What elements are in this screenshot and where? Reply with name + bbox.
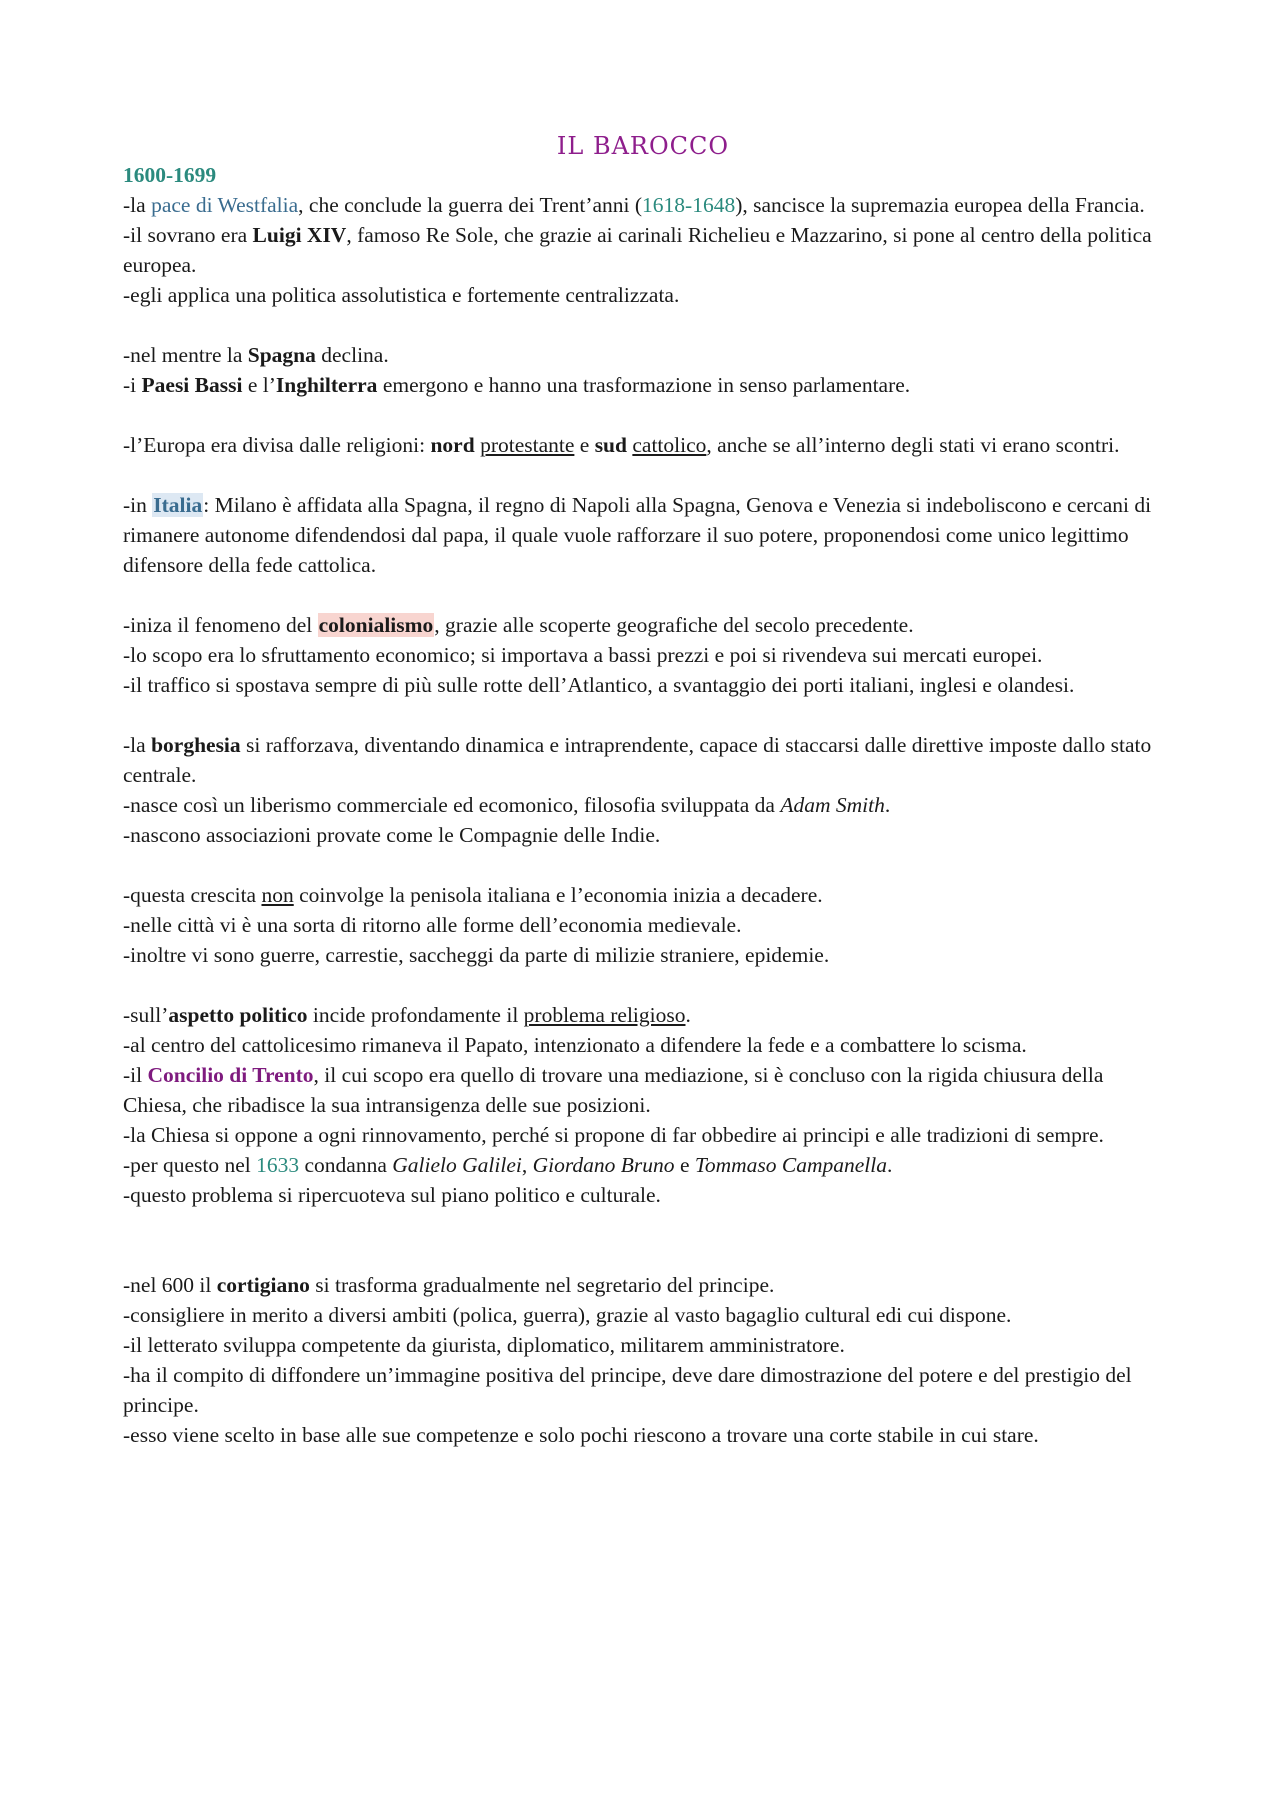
paragraph-borghesia: -la borghesia si rafforzava, diventando dinamica e intraprendente, capace di staccarsi dalle direttive imposte dallo stato centrale. — [123, 733, 1152, 787]
paragraph-paesi-bassi: -i Paesi Bassi e l’Inghilterra emergono e hanno una trasformazione in senso parlamentare. — [123, 373, 911, 397]
paragraph-crescita: -questa crescita non coinvolge la penisola italiana e l’economia inizia a decadere. — [123, 883, 823, 907]
paragraph-cortigiano: -nel 600 il cortigiano si trasforma gradualmente nel segretario del principe. — [123, 1273, 775, 1297]
paragraph-aspetto-politico: -sull’aspetto politico incide profondamente il problema religioso. — [123, 1003, 691, 1027]
paragraph-westfalia: -la pace di Westfalia, che conclude la guerra dei Trent’anni (1618-1648), sancisce la supremazia europea della Francia. — [123, 193, 1145, 217]
paragraph-colonialismo: -iniza il fenomeno del colonialismo, grazie alle scoperte geografiche del secolo precedente. — [123, 613, 914, 637]
paragraph-assolutismo: -egli applica una politica assolutistica e fortemente centralizzata. — [123, 283, 680, 307]
paragraph-condanna: -per questo nel 1633 condanna Galielo Galilei, Giordano Bruno e Tommaso Campanella. — [123, 1153, 893, 1177]
paragraph-corte: -esso viene scelto in base alle sue competenze e solo pochi riescono a trovare una corte stabile in cui stare. — [123, 1423, 1039, 1447]
paragraph-compagnie: -nascono associazioni provate come le Compagnie delle Indie. — [123, 823, 661, 847]
paragraph-traffico: -il traffico si spostava sempre di più sulle rotte dell’Atlantico, a svantaggio dei porti italiani, inglesi e olandesi. — [123, 673, 1075, 697]
highlight-italia: Italia — [153, 493, 203, 517]
paragraph-italia: -in Italia: Milano è affidata alla Spagna, il regno di Napoli alla Spagna, Genova e Venezia si indeboliscono e cercani di rimanere autonome difendendosi dal papa, il quale vuole rafforzare il suo potere, proponendosi come unico legittimo difensore della fede cattolica. — [123, 493, 1152, 577]
document-body — [123, 128, 1163, 1450]
paragraph-chiesa: -la Chiesa si oppone a ogni rinnovamento, perché si propone di far obbedire ai principi e alle tradizioni di sempre. — [123, 1123, 1104, 1147]
paragraph-sfruttamento: -lo scopo era lo sfruttamento economico; si importava a bassi prezzi e poi si rivendeva sui mercati europei. — [123, 643, 1043, 667]
paragraph-consigliere: -consigliere in merito a diversi ambiti (polica, guerra), grazie al vasto bagaglio cultural edi cui dispone. — [123, 1303, 1012, 1327]
paragraph-concilio: -il Concilio di Trento, il cui scopo era quello di trovare una mediazione, si è concluso con la rigida chiusura della Chiesa, che ribadisce la sua intransigenza delle sue posizioni. — [123, 1063, 1104, 1117]
paragraph-religioni: -l’Europa era divisa dalle religioni: nord protestante e sud cattolico, anche se all’interno degli stati vi erano scontri. — [123, 433, 1120, 457]
paragraph-ripercussione: -questo problema si ripercuoteva sul piano politico e culturale. — [123, 1183, 661, 1207]
date-range: 1600-1699 — [123, 163, 217, 187]
highlight-colonialismo: colonialismo — [318, 613, 434, 637]
paragraph-liberismo: -nasce così un liberismo commerciale ed ecomonico, filosofia sviluppata da Adam Smith. — [123, 793, 891, 817]
paragraph-citta: -nelle città vi è una sorta di ritorno alle forme dell’economia medievale. — [123, 913, 742, 937]
paragraph-papato: -al centro del cattolicesimo rimaneva il Papato, intenzionato a difendere la fede e a combattere lo scisma. — [123, 1033, 1027, 1057]
paragraph-spagna: -nel mentre la Spagna declina. — [123, 343, 389, 367]
paragraph-letterato: -il letterato sviluppa competente da giurista, diplomatico, militarem amministratore. — [123, 1333, 845, 1357]
page-title: IL BAROCCO — [556, 132, 730, 160]
paragraph-guerre: -inoltre vi sono guerre, carrestie, saccheggi da parte di milizie straniere, epidemie. — [123, 943, 830, 967]
paragraph-luigi: -il sovrano era Luigi XIV, famoso Re Sole, che grazie ai carinali Richelieu e Mazzarino, si pone al centro della politica europea. — [123, 223, 1152, 277]
paragraph-immagine: -ha il compito di diffondere un’immagine positiva del principe, deve dare dimostrazione del potere e del prestigio del principe. — [123, 1363, 1132, 1417]
